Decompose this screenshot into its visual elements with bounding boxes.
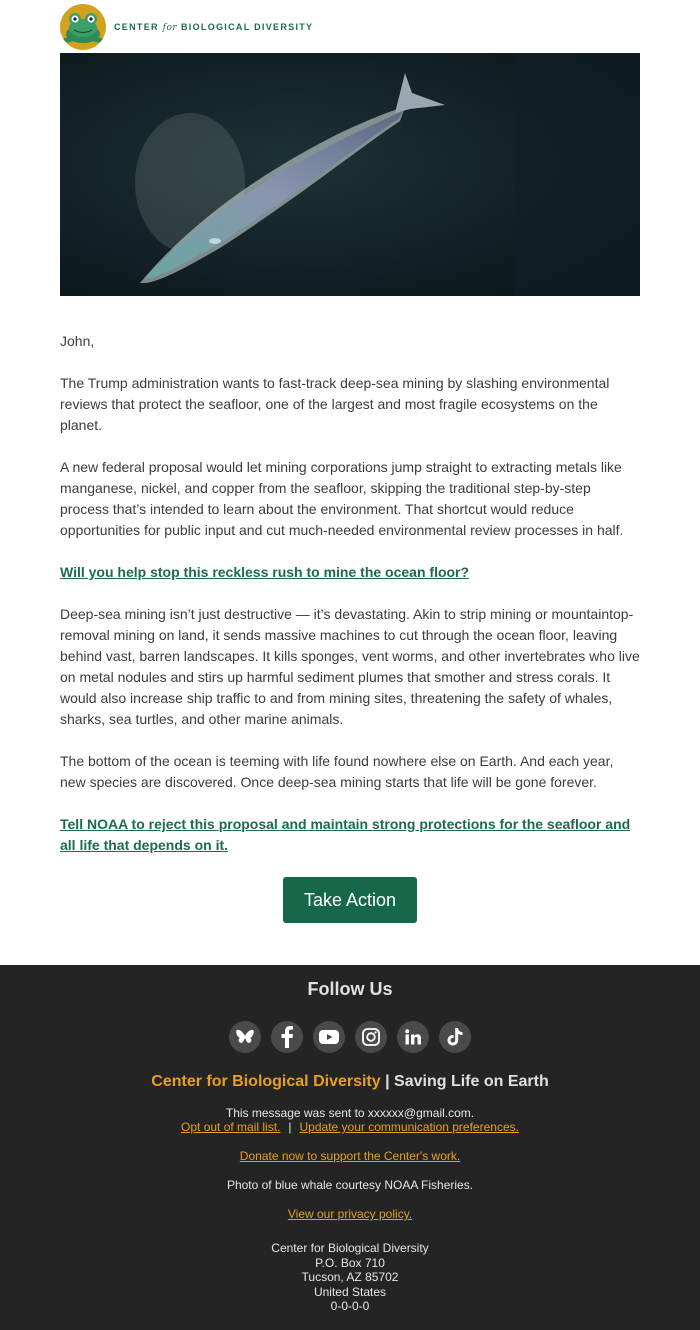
address-org: Center for Biological Diversity: [271, 1241, 429, 1255]
help-stop-link[interactable]: Will you help stop this reckless rush to mine the ocean floor?: [60, 564, 470, 580]
donate-link[interactable]: Donate now to support the Center's work.: [239, 1149, 461, 1163]
photo-credit: Photo of blue whale courtesy NOAA Fisheries.: [226, 1178, 474, 1192]
org-name: Center for Biological Diversity: [151, 1073, 381, 1090]
logo-wordmark: [114, 22, 313, 33]
mailing-address: [0, 1241, 700, 1314]
linkedin-icon[interactable]: [397, 1021, 429, 1053]
tell-noaa-link[interactable]: Tell NOAA to reject this proposal and maintain strong protections for the seafloor and all life that depends on it.: [60, 816, 631, 853]
hero-whale-image: [60, 53, 640, 296]
opt-line: [0, 1120, 700, 1134]
opt-separator: |: [288, 1120, 292, 1134]
greeting: John,: [60, 333, 95, 349]
paragraph-2: A new federal proposal would let mining corporations jump straight to extracting metals like manganese, nickel, and copper from the seafloor, skipping the traditional step-by-step process that’s intended to learn about the environment. That shortcut would reduce opportunities for public input and cut much-needed environmental review processes in half.: [60, 459, 624, 538]
address-po: P.O. Box 710: [315, 1255, 385, 1270]
privacy-policy-link[interactable]: View our privacy policy.: [287, 1207, 413, 1221]
tagline: Saving Life on Earth: [394, 1073, 549, 1090]
header-logo[interactable]: [60, 4, 313, 50]
instagram-icon[interactable]: [355, 1021, 387, 1053]
address-city: Tucson, AZ 85702: [301, 1270, 399, 1284]
logo-text-bio: BIOLOGICAL DIVERSITY: [181, 21, 314, 32]
follow-us-heading: Follow Us: [307, 979, 393, 999]
paragraph-1: The Trump administration wants to fast-track deep-sea mining by slashing environmental reviews that protect the seafloor, one of the largest and most fragile ecosystems on the planet.: [60, 375, 610, 433]
sent-to-notice: This message was sent to xxxxxx@gmail.com.: [225, 1106, 475, 1120]
update-preferences-link[interactable]: Update your communication preferences.: [299, 1120, 519, 1134]
address-country: United States: [313, 1284, 387, 1299]
footer: [0, 965, 700, 1330]
address-code: 0-0-0-0: [330, 1299, 370, 1313]
take-action-button[interactable]: Take Action: [283, 877, 417, 923]
paragraph-4: The bottom of the ocean is teeming with life found nowhere else on Earth. And each year, new species are discovered. Once deep-sea mining starts that life will be gone forever.: [60, 753, 614, 790]
logo-text-for: for: [162, 22, 178, 33]
brand-separator: |: [385, 1073, 390, 1090]
social-links: [229, 1021, 471, 1053]
logo-text-center: CENTER: [114, 21, 159, 32]
opt-out-link[interactable]: Opt out of mail list.: [181, 1120, 281, 1134]
youtube-icon[interactable]: [313, 1021, 345, 1053]
tiktok-icon[interactable]: [439, 1021, 471, 1053]
facebook-icon[interactable]: [271, 1021, 303, 1053]
paragraph-3: Deep-sea mining isn’t just destructive — it’s devastating. Akin to strip mining or mountaintop-removal mining on land, it sends massive machines to cut through the ocean floor, leaving behind vast, barren landscapes. It kills sponges, vent worms, and other invertebrates who live on metal nodules and stirs up harmful sediment plumes that smother and stress corals. It would also increase ship traffic to and from mining sites, threatening the safety of whales, sharks, sea turtles, and other marine animals.: [60, 606, 640, 727]
bluesky-icon[interactable]: [229, 1021, 261, 1053]
brand-line: [0, 1073, 700, 1091]
frog-logo-icon: [60, 4, 106, 50]
